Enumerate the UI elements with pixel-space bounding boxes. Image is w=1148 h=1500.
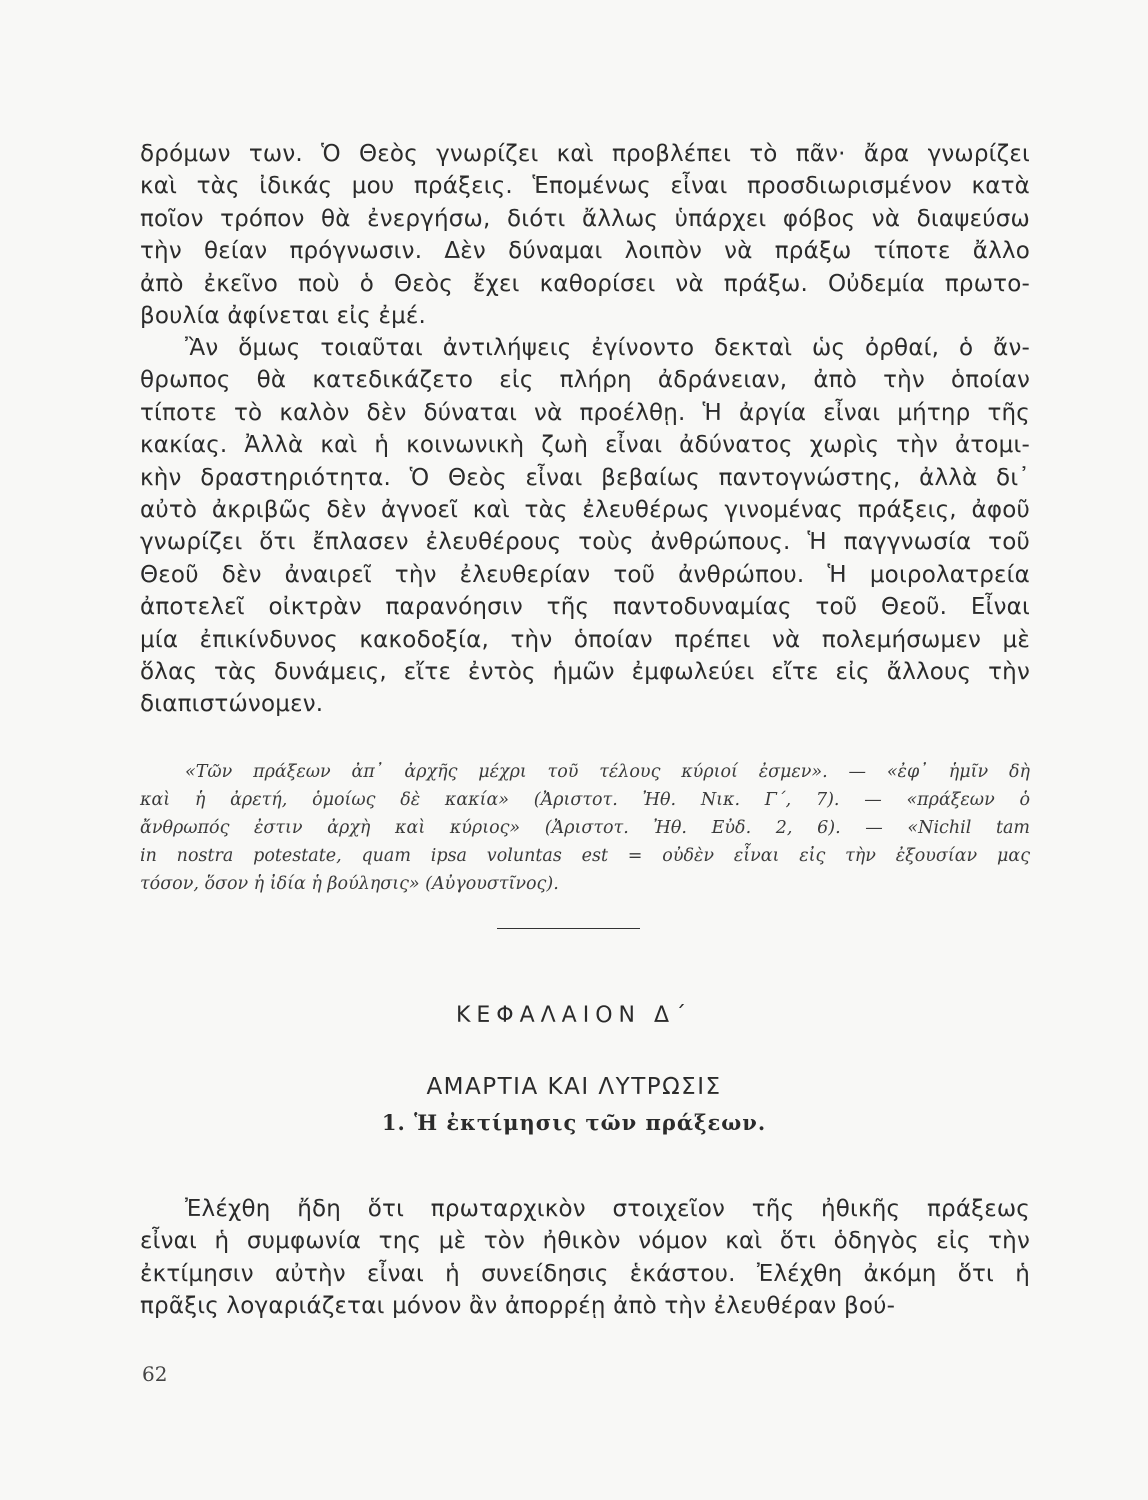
text-line: ἀποτελεῖ οἰκτρὰν παρανόησιν τῆς παντοδυναμίας τοῦ Θεοῦ. Εἶναι — [140, 594, 1030, 621]
text-line: τὴν θείαν πρόγνωσιν. Δὲν δύναμαι λοιπὸν νὰ πράξω τίποτε ἄλλο — [140, 238, 1030, 265]
text-line: τίποτε τὸ καλὸν δὲν δύναται νὰ προέλθῃ. Ἡ ἀργία εἶναι μήτηρ τῆς — [140, 399, 1030, 426]
text-line: δρόμων των. Ὁ Θεὸς γνωρίζει καὶ προβλέπει τὸ πᾶν· ἄρα γνωρίζει — [140, 141, 1030, 167]
page-number: 62 — [142, 1362, 168, 1386]
chapter-heading: ΚΕΦΑΛΑΙΟΝ Δ΄ — [455, 1003, 693, 1028]
quotation-block — [140, 758, 1030, 898]
paragraph-2 — [140, 332, 1030, 721]
text-line: ἐκτίμησιν αὐτὴν εἶναι ἡ συνείδησις ἑκάστου. Ἐλέχθη ἀκόμη ὅτι ἡ — [140, 1260, 1030, 1287]
text-line: ἀπὸ ἐκεῖνο ποὺ ὁ Θεὸς ἔχει καθορίσει νὰ πράξω. Οὐδεμία πρωτο- — [140, 270, 1030, 297]
section-divider — [497, 928, 640, 929]
section-heading: 1. Ἡ ἐκτίμησις τῶν πράξεων. — [381, 1110, 767, 1135]
text-line: διαπιστώνομεν. — [140, 691, 324, 718]
text-line: γνωρίζει ὅτι ἔπλασεν ἐλευθέρους τοὺς ἀνθρώπους. Ἡ παγγνωσία τοῦ — [140, 529, 1030, 556]
text-line: ποῖον τρόπον θὰ ἐνεργήσω, διότι ἄλλως ὑπάρχει φόβος νὰ διαψεύσω — [140, 205, 1030, 232]
text-line: αὐτὸ ἀκριβῶς δὲν ἀγνοεῖ καὶ τὰς ἐλευθέρως γινομένας πράξεις, ἀφοῦ — [140, 496, 1030, 523]
text-line: τόσον, ὅσον ἡ ἰδία ἡ βούλησις» (Αὐγουστῖνος). — [140, 874, 559, 894]
text-line: καὶ ἡ ἀρετή, ὁμοίως δὲ κακία» (Ἀριστοτ. Ἠθ. Νικ. Γ΄, 7). — «πράξεων ὁ — [140, 790, 1030, 810]
text-line: Θεοῦ δὲν ἀναιρεῖ τὴν ἐλευθερίαν τοῦ ἀνθρώπου. Ἡ μοιρολατρεία — [140, 561, 1030, 588]
paragraph-3 — [140, 1193, 1030, 1323]
text-line: Ἐλέχθη ἤδη ὅτι πρωταρχικὸν στοιχεῖον τῆς ἠθικῆς πράξεως — [185, 1196, 1030, 1222]
text-line: κὴν δραστηριότητα. Ὁ Θεὸς εἶναι βεβαίως παντογνώστης, ἀλλὰ δι᾽ — [140, 464, 1030, 491]
text-line: θρωπος θὰ κατεδικάζετο εἰς πλήρη ἀδράνειαν, ἀπὸ τὴν ὁποίαν — [140, 367, 1030, 394]
text-line: μία ἐπικίνδυνος κακοδοξία, τὴν ὁποίαν πρέπει νὰ πολεμήσωμεν μὲ — [140, 626, 1030, 653]
text-line: βουλία ἀφίνεται εἰς ἐμέ. — [140, 302, 427, 329]
chapter-title: ΑΜΑΡΤΙΑ ΚΑΙ ΛΥΤΡΩΣΙΣ — [426, 1074, 722, 1100]
text-line: κακίας. Ἀλλὰ καὶ ἡ κοινωνικὴ ζωὴ εἶναι ἀδύνατος χωρὶς τὴν ἀτομι- — [140, 432, 1030, 459]
text-line: πρᾶξις λογαριάζεται μόνον ἂν ἀπορρέῃ ἀπὸ τὴν ἐλευθέραν βού- — [140, 1293, 896, 1320]
text-line: «Τῶν πράξεων ἀπ᾽ ἀρχῆς μέχρι τοῦ τέλους κύριοί ἐσμεν». — «ἐφ᾽ ἡμῖν δὴ — [185, 762, 1030, 782]
text-line: ἄνθρωπός ἐστιν ἀρχὴ καὶ κύριος» (Ἀριστοτ. Ἠθ. Εὐδ. 2, 6). — «Nichil tam — [140, 818, 1030, 838]
text-line: in nostra potestate, quam ipsa voluntas est = οὐδὲν εἶναι εἰς τὴν ἐξουσίαν μας — [140, 846, 1030, 866]
paragraph-1 — [140, 138, 1030, 332]
text-line: ὅλας τὰς δυνάμεις, εἴτε ἐντὸς ἡμῶν ἐμφωλεύει εἴτε εἰς ἄλλους τὴν — [140, 658, 1030, 685]
text-line: Ἂν ὅμως τοιαῦται ἀντιλήψεις ἐγίνοντο δεκταὶ ὡς ὀρθαί, ὁ ἄν- — [185, 335, 1030, 361]
text-line: καὶ τὰς ἰδικάς μου πράξεις. Ἑπομένως εἶναι προσδιωρισμένον κατὰ — [140, 173, 1030, 200]
text-line: εἶναι ἡ συμφωνία της μὲ τὸν ἠθικὸν νόμον καὶ ὅτι ὁδηγὸς εἰς τὴν — [140, 1228, 1030, 1255]
